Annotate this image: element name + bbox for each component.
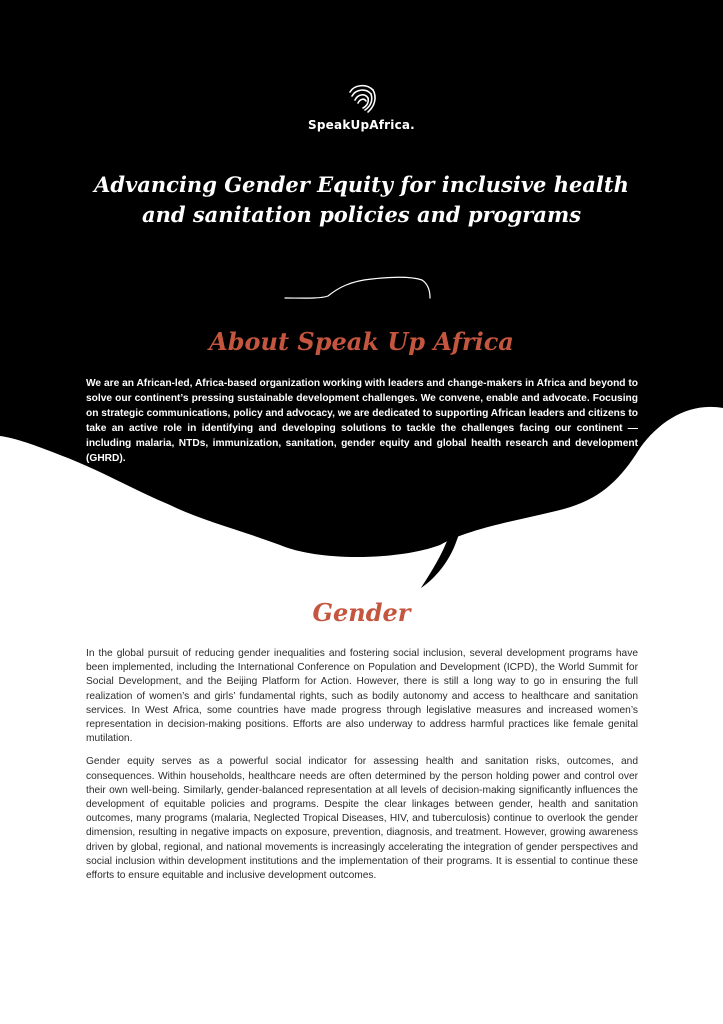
headline-line-2: and sanitation policies and programs <box>141 202 582 227</box>
gender-section-title: Gender <box>312 598 411 627</box>
decorative-hand-drawn-line <box>280 276 440 306</box>
about-description: We are an African-led, Africa-based organization working with leaders and change-makers in Africa and beyond to solve our continent’s pressing sustainable development challenges. We convene, enable and advocate. Focusing on strategic communications, policy and advocacy, we are dedicated to supporting African leaders and citizens to take an active role in identifying and developing solutions to tackle the challenges facing our continent — including malaria, NTDs, immunization, sanitation, gender equity and global health research and development (GHRD). <box>86 378 638 464</box>
gender-body <box>86 647 638 892</box>
page-headline <box>40 170 683 230</box>
headline-line-1: Advancing Gender Equity for inclusive health <box>94 172 629 197</box>
brand-logo <box>0 82 723 132</box>
fingerprint-swirl-icon <box>346 82 378 114</box>
gender-paragraph-2: Gender equity serves as a powerful social indicator for assessing health and sanitation risks, outcomes, and consequences. Within households, healthcare needs are often determined by the person holding power and control over their own well-being. Similarly, gender-balanced representation at all levels of decision-making significantly influences the development of equitable policies and programs. Despite the clear linkages between gender, health and sanitation outcomes, many programs (malaria, Neglected Tropical Diseases, HIV, and tuberculosis) continue to overlook the gender dimension, resulting in negative impacts on exposure, prevention, diagnosis, and treatment. However, growing awareness driven by global, regional, and national movements is increasingly accelerating the integration of gender perspectives and social inclusion within development institutions and the implementation of their programs. It is essential to continue these efforts to ensure equitable and inclusive development outcomes. <box>86 756 638 882</box>
brand-name: SpeakUpAfrica. <box>308 118 415 132</box>
about-section-title: About Speak Up Africa <box>209 327 514 356</box>
gender-paragraph-1: In the global pursuit of reducing gender inequalities and fostering social inclusion, several development programs have been implemented, including the International Conference on Population and Development (ICPD), the World Summit for Social Development, and the Beijing Platform for Action. However, there is still a long way to go in ensuring the full realization of women’s and girls’ fundamental rights, such as bodily autonomy and access to healthcare and sanitation services. In West Africa, some countries have made progress through legislative measures and increased women’s representation in decision-making positions. Efforts are also underway to address harmful practices like female genital mutilation. <box>86 648 638 745</box>
